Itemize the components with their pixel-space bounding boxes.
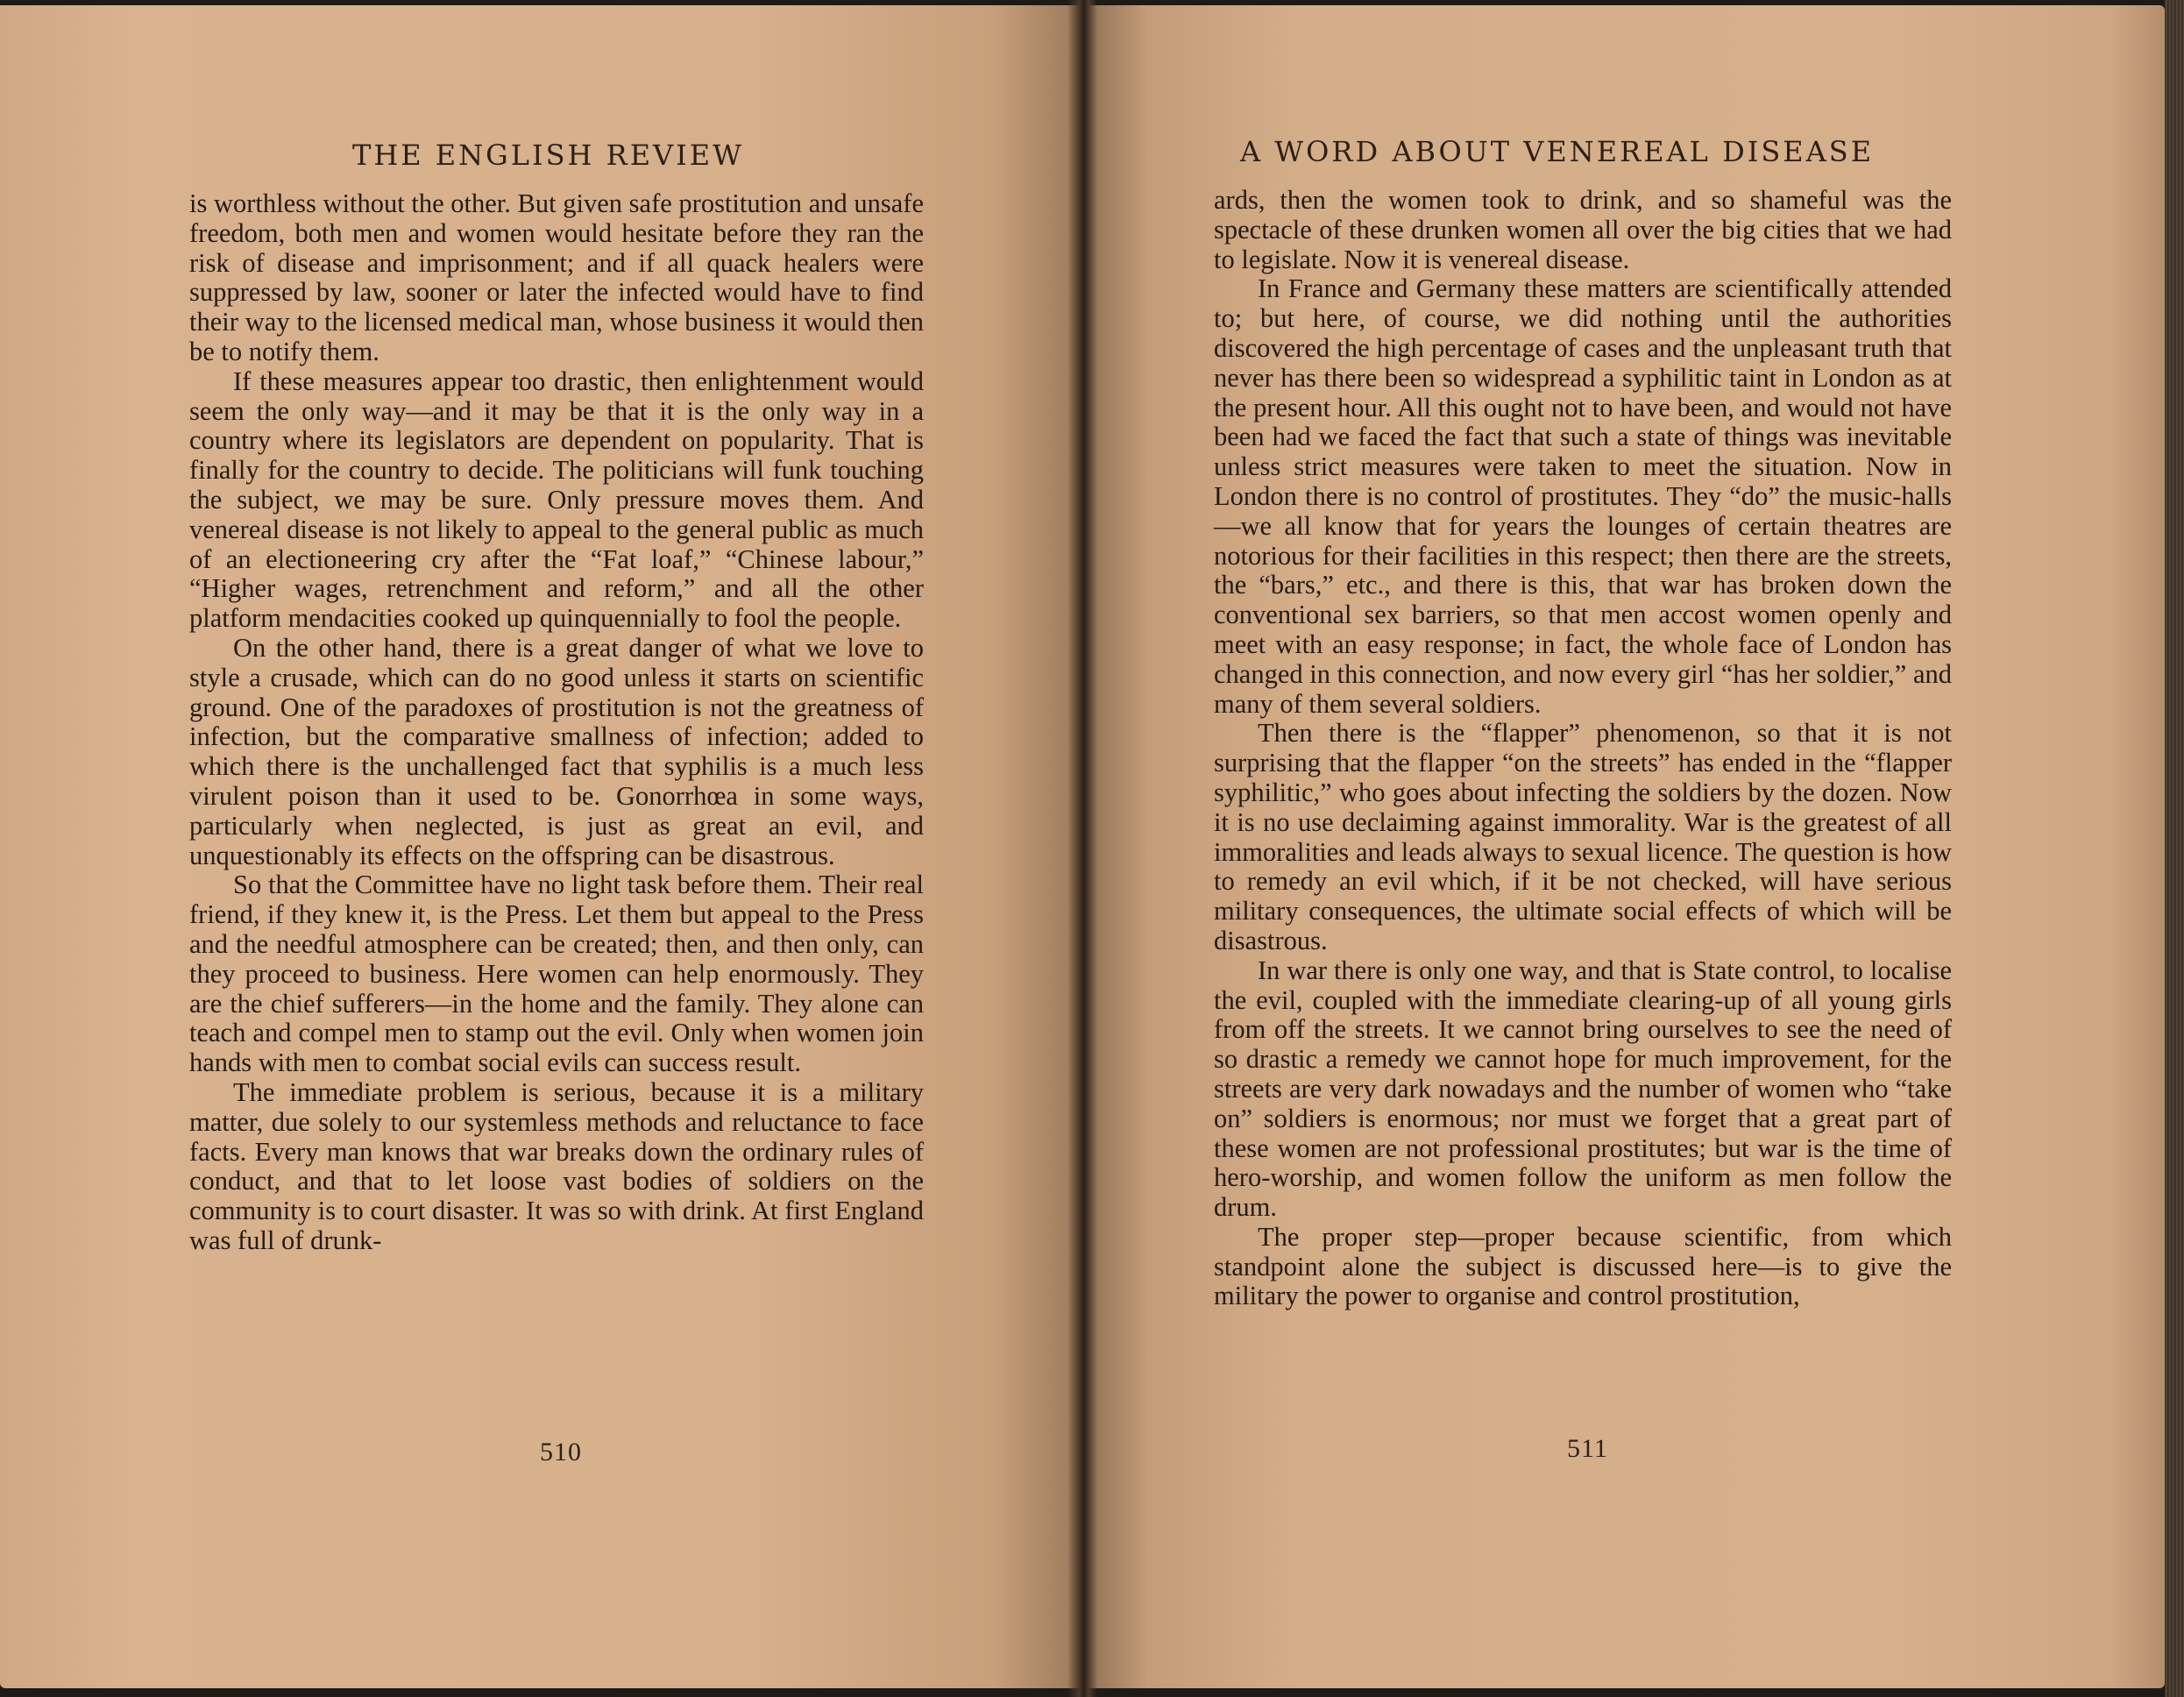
left-page-number: 510 <box>540 1438 582 1466</box>
left-running-head: THE ENGLISH REVIEW <box>352 138 745 172</box>
right-paragraph-2: In France and Germany these matters are scientifically attended to; but here, of course, we did nothing until the authorities discovered the high percentage of cases and the unpleasant truth that never has there been so widespread a syphilitic taint in London as at the present hour. All this ought not to have been, and would not have been had we faced the fact that such a state of things was inevitable unless strict measures were taken to meet the situation. Now in London there is no control of prostitutes. They “do” the music-halls—we all know that for years the lounges of certain theatres are notorious for their facilities in this respect; then there are the streets, the “bars,” etc., and there is this, that war has broken down the conventional sex barriers, so that men accost women openly and meet with an easy response; in fact, the whole face of London has changed in this connection, and now every girl “has her soldier,” and many of them several soldiers. <box>1214 273 1952 719</box>
left-body-text <box>189 189 924 1256</box>
page-edges <box>2165 0 2184 1697</box>
left-paragraph-1: is worthless without the other. But given safe prostitution and unsafe freedom, both men and women would hesitate before they ran the risk of disease and imprisonment; and if all quack healers were suppressed by law, sooner or later the infected would have to find their way to the licensed medical man, whose business it would then be to notify them. <box>189 188 924 366</box>
right-paragraph-3: Then there is the “flapper” phenomenon, so that it is not surprising that the flapper “on the streets” has ended in the “flapper syphilitic,” who goes about infecting the soldiers by the dozen. Now it is no use declaiming against immorality. War is the greatest of all immoralities and leads always to sexual licence. The question is how to remedy an evil which, if it be not checked, will have serious military consequences, the ultimate social effects of which will be disastrous. <box>1214 718 1952 955</box>
right-running-head: A WORD ABOUT VENEREAL DISEASE <box>1240 135 1875 168</box>
left-paragraph-2: If these measures appear too drastic, then enlightenment would seem the only way—and it may be that it is the only way in a country where its legislators are dependent on popularity. That is finally for the country to decide. The politicians will funk touching the subject, we may be sure. Only pressure moves them. And venereal disease is not likely to appeal to the general public as much of an electioneering cry after the “Fat loaf,” “Chinese labour,” “Higher wages, retrenchment and reform,” and all the other platform mendacities cooked up quinquennially to fool the people. <box>189 366 924 634</box>
right-paragraph-5: The proper step—proper because scientific, from which standpoint alone the subject is discussed here—is to give the military the power to organise and control prostitution, <box>1214 1221 1952 1311</box>
right-body-text <box>1214 186 1952 1311</box>
right-paragraph-4: In war there is only one way, and that is State control, to localise the evil, coupled with the immediate clearing-up of all young girls from off the streets. It we cannot bring ourselves to see the need of so drastic a remedy we cannot hope for much improvement, for the streets are very dark nowadays and the number of women who “take on” soldiers is enormous; nor must we forget that a great part of these women are not professional prostitutes; but war is the time of hero-worship, and women follow the uniform as men follow the drum. <box>1214 955 1952 1223</box>
right-paragraph-1: ards, then the women took to drink, and so shameful was the spectacle of these drunken women all over the big cities that we had to legislate. Now it is venereal disease. <box>1214 185 1952 274</box>
book-gutter <box>1067 0 1097 1697</box>
left-paragraph-4: So that the Committee have no light task before them. Their real friend, if they knew it, is the Press. Let them but appeal to the Press and the needful atmosphere can be created; then, and then only, can they proceed to business. Here women can help enormously. They are the chief sufferers—in the home and the family. They alone can teach and compel men to stamp out the evil. Only when women join hands with men to combat social evils can success result. <box>189 870 924 1078</box>
left-paragraph-3: On the other hand, there is a great danger of what we love to style a crusade, which can do no good unless it starts on scientific ground. One of the paradoxes of prostitution is not the greatness of infection, but the comparative smallness of infection; added to which there is the unchallenged fact that syphilis is a much less virulent poison than it used to be. Gonorrhœa in some ways, particularly when neglected, is just as great an evil, and unquestionably its effects on the offspring can be disastrous. <box>189 632 924 870</box>
right-page-number: 511 <box>1567 1434 1608 1463</box>
left-paragraph-5: The immediate problem is serious, because it is a military matter, due solely to our systemless methods and reluctance to face facts. Every man knows that war breaks down the ordinary rules of conduct, and that to let loose vast bodies of soldiers on the community is to court disaster. It was so with drink. At first England was full of drunk- <box>189 1076 924 1255</box>
